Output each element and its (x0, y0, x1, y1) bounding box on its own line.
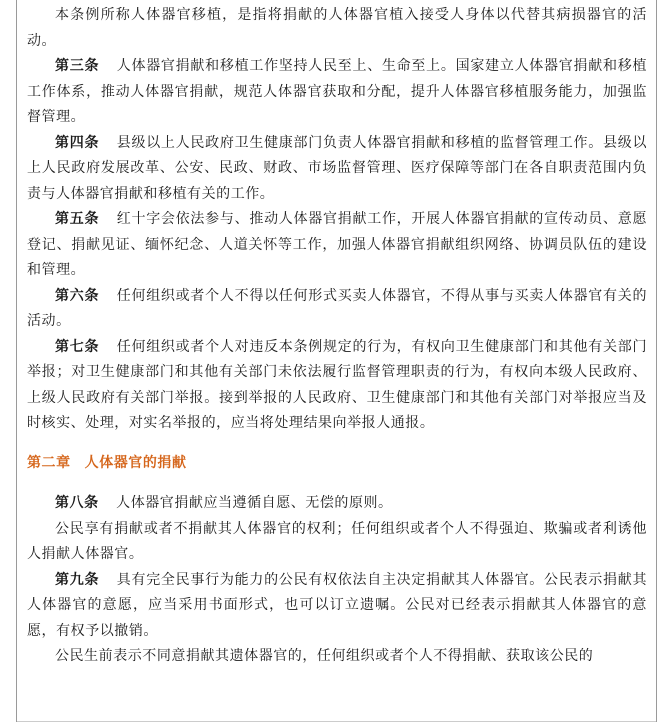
article-label: 第九条 (55, 571, 100, 588)
chapter-heading (27, 451, 647, 477)
article-9 (27, 568, 647, 645)
chapter-number: 第二章 (27, 454, 71, 471)
article-5 (27, 207, 647, 284)
article-label: 第四条 (55, 134, 100, 151)
article-text: 具有完全民事行为能力的公民有权依法自主决定捐献其人体器官。公民表示捐献其人体器官的意愿，应当采用书面形式，也可以订立遗嘱。公民对已经表示捐献其人体器官的意愿，有权予以撤销。 (27, 571, 647, 639)
article-text: 任何组织或者个人不得以任何形式买卖人体器官，不得从事与买卖人体器官有关的活动。 (27, 287, 647, 329)
document-body (27, 3, 647, 670)
article-8 (27, 491, 647, 517)
article-3 (27, 54, 647, 131)
article-6 (27, 284, 647, 335)
article-text: 红十字会依法参与、推动人体器官捐献工作，开展人体器官捐献的宣传动员、意愿登记、捐献见证、缅怀纪念、人道关怀等工作，加强人体器官捐献组织网络、协调员队伍的建设和管理。 (27, 211, 647, 278)
chapter-title: 人体器官的捐献 (84, 454, 187, 471)
article-label: 第七条 (55, 338, 100, 355)
article-label: 第三条 (55, 58, 100, 74)
article-label: 第八条 (55, 495, 99, 511)
article-4 (27, 131, 647, 208)
article-text: 县级以上人民政府卫生健康部门负责人体器官捐献和移植的监督管理工作。县级以上人民政府发展改革、公安、民政、财政、市场监督管理、医疗保障等部门在各自职责范围内负责与人体器官捐献和移植有关的工作。 (27, 134, 647, 202)
paragraph-text: 公民享有捐献或者不捐献其人体器官的权利；任何组织或者个人不得强迫、欺骗或者利诱他人捐献人体器官。 (27, 520, 647, 562)
article-text: 任何组织或者个人对违反本条例规定的行为，有权向卫生健康部门和其他有关部门举报；对卫生健康部门和其他有关部门未依法履行监督管理职责的行为，有权向本级人民政府、上级人民政府有关部门举报。接到举报的人民政府、卫生健康部门和其他有关部门对举报应当及时核实、处理，对实名举报的，应当将处理结果向举报人通报。 (27, 338, 647, 431)
article-7 (27, 335, 647, 437)
paragraph-donation-rights (27, 517, 647, 568)
paragraph-refusal (27, 644, 647, 670)
article-text: 人体器官捐献和移植工作坚持人民至上、生命至上。国家建立人体器官捐献和移植工作体系，推动人体器官捐献，规范人体器官获取和分配，提升人体器官移植服务能力，加强监督管理。 (27, 58, 647, 125)
paragraph-text: 公民生前表示不同意捐献其遗体器官的，任何组织或者个人不得捐献、获取该公民的 (55, 648, 594, 664)
paragraph-text: 本条例所称人体器官移植，是指将捐献的人体器官植入接受人身体以代替其病损器官的活动。 (27, 7, 647, 49)
article-text: 人体器官捐献应当遵循自愿、无偿的原则。 (116, 495, 393, 511)
article-label: 第五条 (55, 211, 100, 227)
article-label: 第六条 (55, 287, 100, 304)
document-page (16, 0, 657, 722)
paragraph-definition (27, 3, 647, 54)
